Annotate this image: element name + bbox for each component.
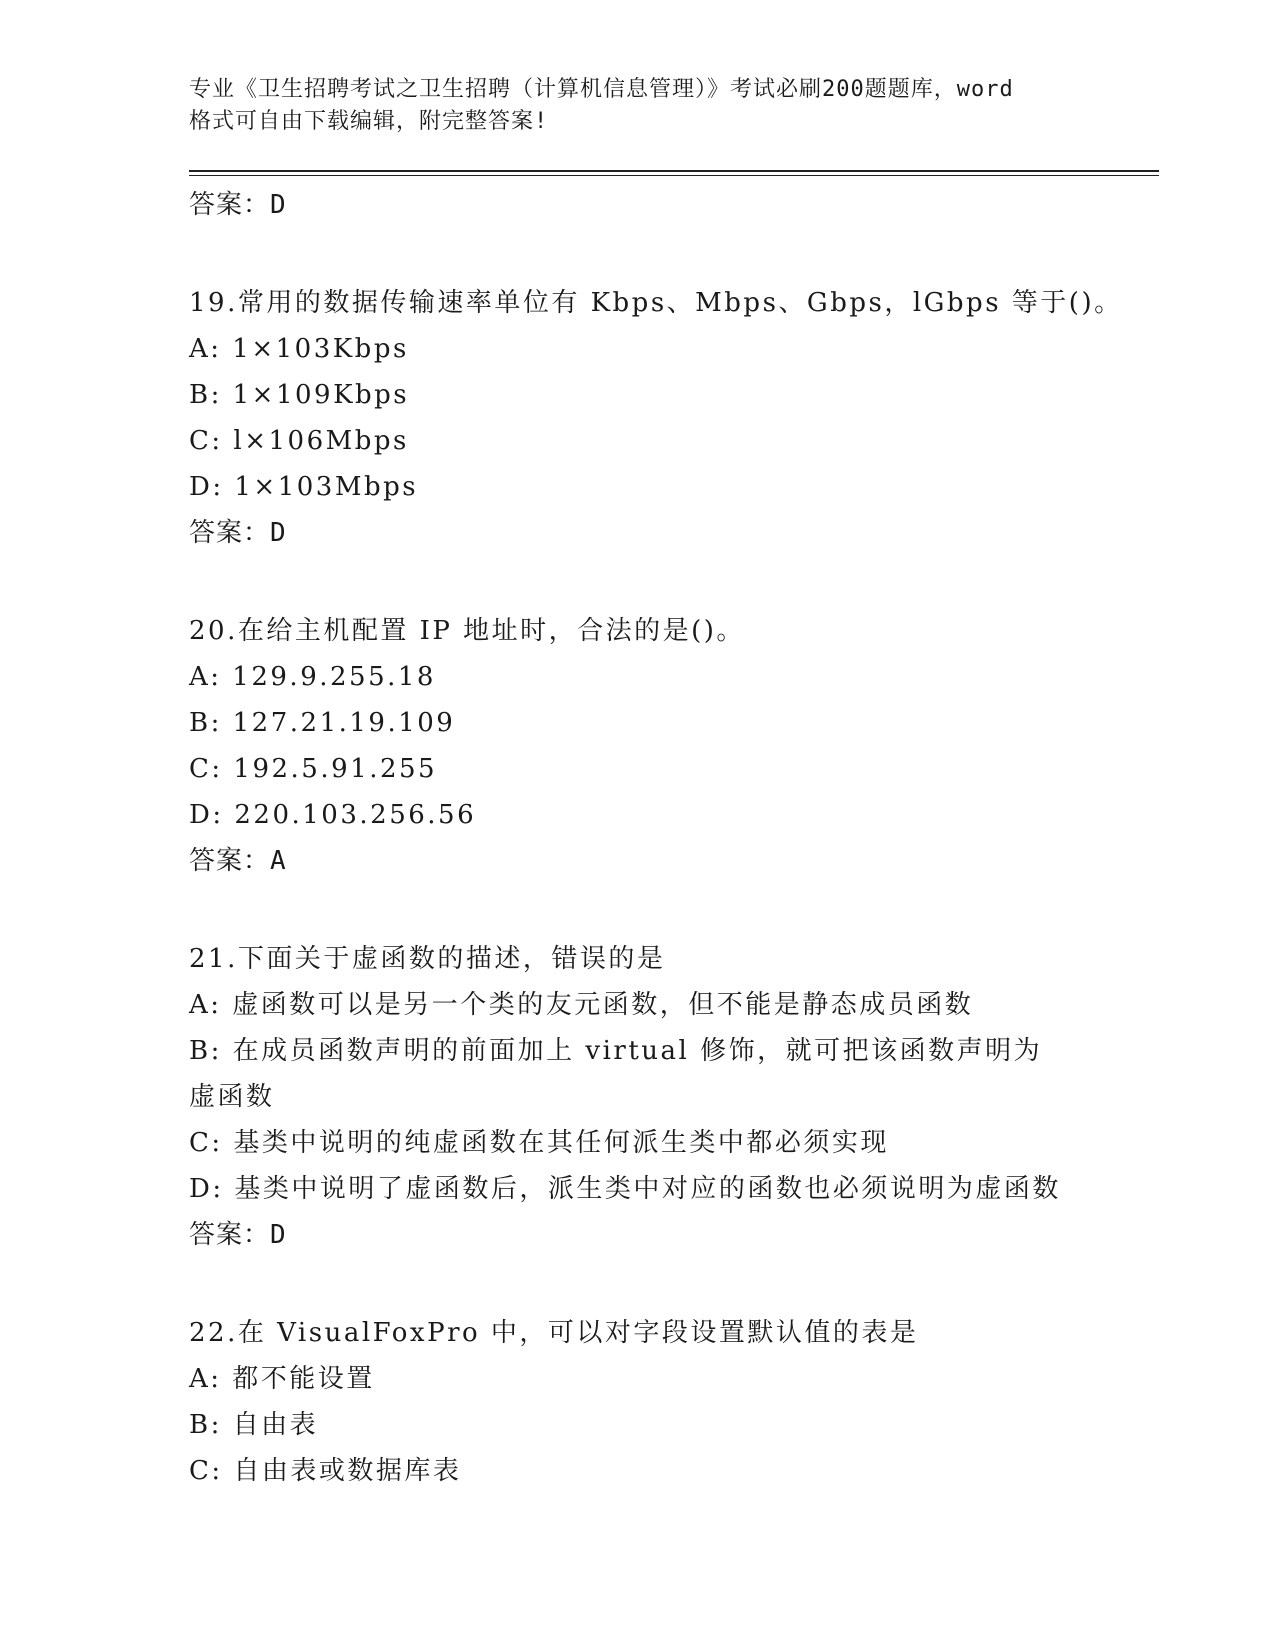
option-b: B: 在成员函数声明的前面加上 virtual 修饰，就可把该函数声明为虚函数	[189, 1036, 1043, 1112]
option-c: C: 基类中说明的纯虚函数在其任何派生类中都必须实现	[189, 1128, 889, 1158]
answer-q18: 答案：D	[189, 190, 287, 220]
question-20	[189, 608, 1159, 884]
option-a: A: 1×103Kbps	[189, 334, 409, 364]
option-b: B: 1×109Kbps	[189, 380, 410, 410]
option-b: B: 自由表	[189, 1410, 319, 1440]
question-stem: 21.下面关于虚函数的描述，错误的是	[189, 944, 666, 974]
option-d: D: 220.103.256.56	[189, 800, 477, 830]
document-header	[189, 74, 1089, 138]
question-stem: 19.常用的数据传输速率单位有 Kbps、Mbps、Gbps，lGbps 等于()。	[189, 288, 1123, 318]
option-a: A: 都不能设置	[189, 1364, 375, 1394]
option-a: A: 129.9.255.18	[189, 662, 436, 692]
question-22	[189, 1310, 1159, 1494]
answer: 答案：A	[189, 846, 287, 876]
option-d: D: 1×103Mbps	[189, 472, 419, 502]
option-b: B: 127.21.19.109	[189, 708, 456, 738]
header-line-2: 格式可自由下载编辑，附完整答案!	[189, 109, 549, 134]
question-stem: 20.在给主机配置 IP 地址时，合法的是()。	[189, 616, 745, 646]
header-divider	[189, 170, 1159, 176]
answer: 答案：D	[189, 1220, 287, 1250]
question-19	[189, 280, 1159, 556]
document-page	[189, 74, 1159, 1494]
header-line-1: 专业《卫生招聘考试之卫生招聘（计算机信息管理）》考试必刷200题题库，word	[189, 77, 1014, 102]
option-a: A: 虚函数可以是另一个类的友元函数，但不能是静态成员函数	[189, 990, 974, 1020]
option-c: C: l×106Mbps	[189, 426, 409, 456]
question-21	[189, 936, 1159, 1258]
option-c: C: 自由表或数据库表	[189, 1456, 462, 1486]
question-stem: 22.在 VisualFoxPro 中，可以对字段设置默认值的表是	[189, 1318, 919, 1348]
answer: 答案：D	[189, 518, 287, 548]
option-d: D: 基类中说明了虚函数后，派生类中对应的函数也必须说明为虚函数	[189, 1174, 1061, 1204]
option-c: C: 192.5.91.255	[189, 754, 438, 784]
